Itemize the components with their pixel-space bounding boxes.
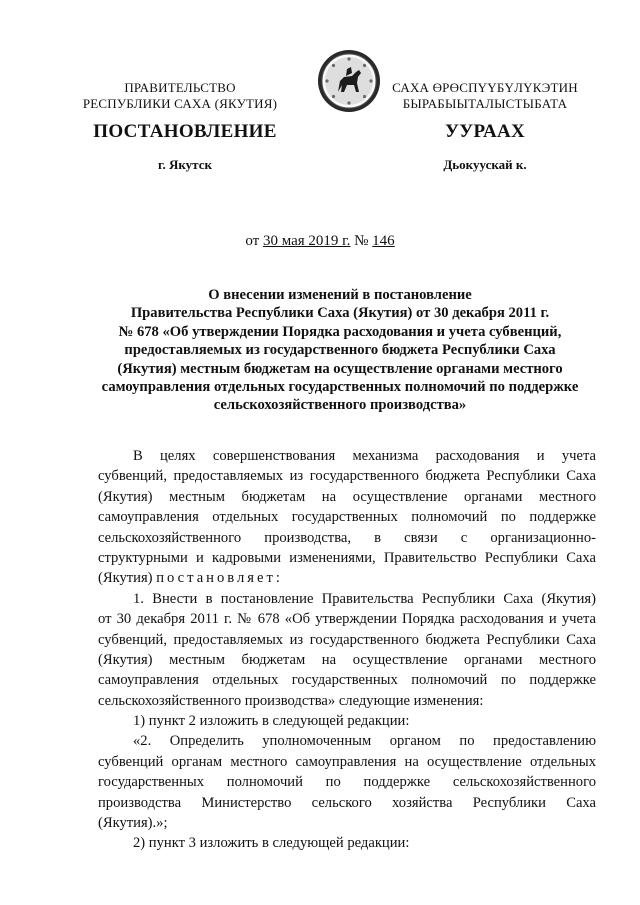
list-item: 2) пункт 3 изложить в следующей редакции: (133, 835, 410, 852)
body-line: В целях совершенствования механизма расходования и учета (133, 448, 596, 464)
body-line: сельскохозяйственного производства» следующие изменения: (98, 692, 484, 709)
document-number: 146 (372, 233, 395, 249)
body-line: от 30 декабря 2011 г. № 678 «Об утверждении Порядка расходования и учета (98, 611, 596, 628)
document-body (98, 446, 596, 854)
city-yakut: Дьокуускай к. (443, 157, 527, 172)
title-line: предоставляемых из государственного бюджета Республики Саха (124, 342, 556, 359)
body-line-prefix: (Якутия) (98, 570, 157, 587)
title-line: О внесении изменений в постановление (208, 287, 472, 303)
document-date: 30 мая 2019 г. (262, 233, 351, 249)
quote-line: «2. Определить уполномоченным органом по предоставлению (133, 733, 596, 750)
body-line: (Якутия) местным бюджетам на осуществление органами местного (98, 651, 596, 668)
org-name-line: РЕСПУБЛИКИ САХА (ЯКУТИЯ) (82, 96, 278, 111)
body-line: (Якутия) местным бюджетам на осуществление органами местного (98, 488, 596, 505)
dateline-prefix: от (245, 233, 263, 249)
list-item: 1) пункт 2 изложить в следующей редакции: (133, 713, 410, 730)
title-line: (Якутия) местным бюджетам на осуществление органами местного (117, 360, 563, 377)
body-line (98, 568, 596, 588)
quote-line: государственных полномочий по поддержке сельскохозяйственного (98, 774, 596, 791)
title-line: Правительства Республики Саха (Якутия) от 30 декабря 2011 г. (130, 305, 550, 322)
number-sign: № (350, 233, 373, 249)
body-line: самоуправления отдельных государственных полномочий по поддержке (98, 672, 596, 689)
body-line: сельскохозяйственного производства, в связи с организационно- (98, 529, 596, 546)
body-line: субвенций, предоставляемых из государственного бюджета Республики Саха (98, 631, 596, 648)
body-line: 1. Внести в постановление Правительства Республики Саха (Якутия) (133, 590, 596, 607)
title-line: самоуправления отдельных государственных полномочий по поддержке (101, 379, 579, 396)
city-russian: г. Якутск (158, 157, 212, 172)
doc-type-yakut: УУРААХ (444, 121, 526, 142)
org-name-russian (70, 80, 290, 112)
org-name-line: БЫРАБЫЫТАЛЫСТЫБАТА (402, 96, 568, 111)
body-line: субвенций, предоставляемых из государственного бюджета Республики Саха (98, 468, 596, 485)
doc-type-russian: ПОСТАНОВЛЕНИЕ (93, 121, 277, 142)
org-name-line: ПРАВИТЕЛЬСТВО (124, 80, 236, 95)
quote-line: производства Министерство сельского хозяйства Республики Саха (98, 794, 596, 811)
document-dateline (0, 233, 640, 250)
org-name-yakut (370, 80, 600, 112)
document-title (100, 286, 580, 415)
decree-word: постановляет: (156, 570, 283, 587)
title-line: сельскохозяйственного производства» (213, 397, 467, 414)
body-line: структурными и кадровыми изменениями, Правительство Республики Саха (98, 549, 596, 566)
org-name-line: САХА ӨРӨСПҮҮБҮЛҮКЭТИН (392, 80, 578, 95)
title-line: № 678 «Об утверждении Порядка расходования и учета субвенций, (118, 323, 562, 340)
body-line: самоуправления отдельных государственных полномочий по поддержке (98, 509, 596, 526)
quote-line: (Якутия).»; (98, 815, 168, 832)
quote-line: субвенций органам местного самоуправления на осуществление отдельных (98, 753, 596, 770)
